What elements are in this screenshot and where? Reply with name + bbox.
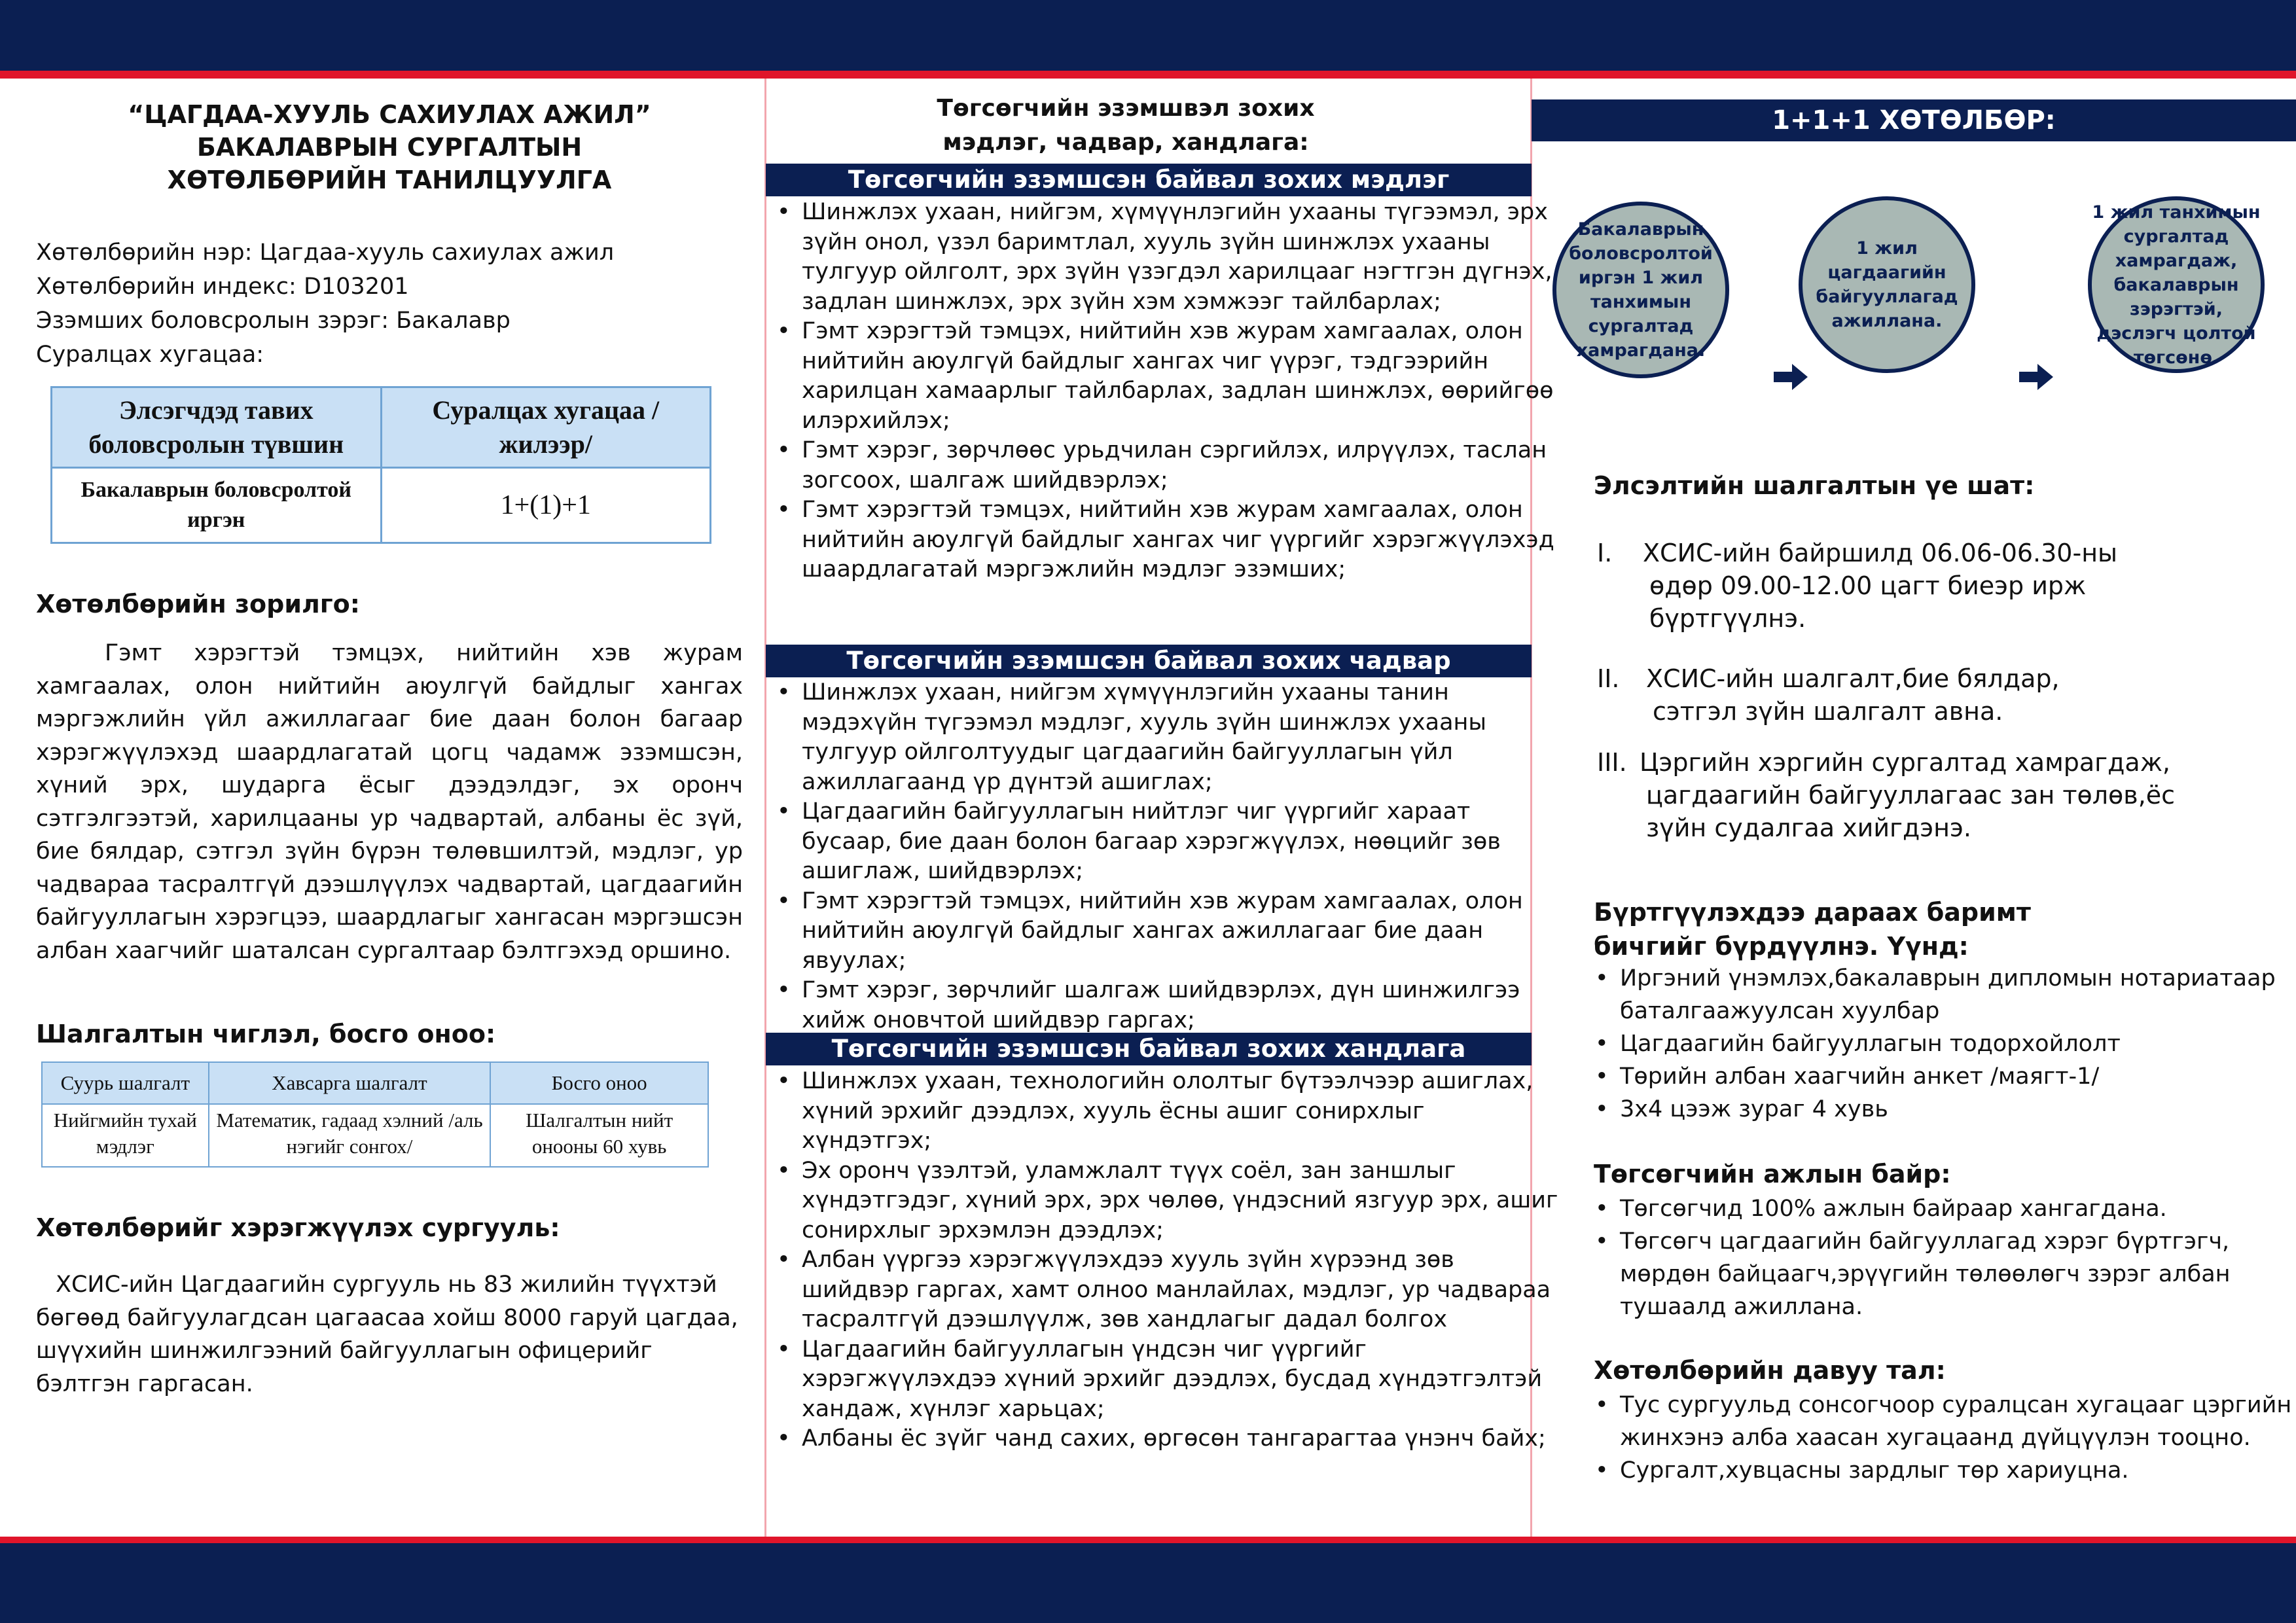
list-item: • Цагдаагийн байгууллагын нийтлэг чиг үүргийг хараат бусаар, бие даан болон багаар хэрэгжүүлэх, нөөцийг зөв ашиглаж, шийдвэрлэх; [802,797,1561,887]
list-item: • Төгсөгчид 100% ажлын байраар хангагдана. [1620,1192,2296,1225]
step-circle [1552,202,1729,378]
goal-heading: Хөтөлбөрийн зорилго: [36,590,360,618]
list-item: • Сургалт,хувцасны зардлыг төр хариуцна. [1620,1454,2296,1487]
list-item: • Эх оронч үзэлтэй, уламжлалт түүх соёл, зан заншлыг хүндэтгэдэг, хүний эрх, эрх чөлөө, үндэсний язгуур эрх, ашиг сонирхлыг эрхэмлэн дээдлэх; [802,1156,1561,1246]
list-item: • Иргэний үнэмлэх,бакалаврын дипломын нотариатаар баталгаажуулсан хуулбар [1620,962,2296,1027]
step-text: Бакалаврын боловсролтой иргэн 1 жил танхимын сургалтад хамрагдана. [1569,219,1713,361]
table-header: Босго оноо [490,1062,708,1104]
knowledge-heading: Төгсөгчийн эзэмшсэн байвал зохих мэдлэг [766,164,1532,196]
list-item: • Албаны ёс зүйг чанд сахих, өргөсөн тангарагтаа үнэнч байх; [802,1424,1561,1454]
knowledge-list [766,198,1561,585]
job-list [1594,1192,2296,1323]
top-red-stripe [0,71,2296,79]
attitude-heading: Төгсөгчийн эзэмшсэн байвал зохих хандлага [766,1033,1532,1065]
list-item: • Гэмт хэрэг, зөрчлөөс урьдчилан сэргийлэх, илрүүлэх, таслан зогсоох, шалгаж шийдвэрлэх; [802,436,1561,495]
skill-list [766,678,1561,1035]
documents-heading: Бүртгүүлэхдээ дараах баримт бичгийг бүрдүүлнэ. Үүнд: [1594,898,2031,961]
list-item: • Гэмт хэрэгтэй тэмцэх, нийтийн хэв журам хамгаалах, олон нийтийн аюулгүй байдлыг хангах чиг үүрэг, тэдгээрийн харилцан хамаарлыг тайлбарлах, задлан шинжлэх, өөрийгөө илэрхийлэх; [802,317,1561,436]
table-cell: Математик, гадаад хэлний /аль нэгийг сонгох/ [209,1104,491,1167]
duration-table [50,386,711,544]
program-name: Хөтөлбөрийн нэр: Цагдаа-хууль сахиулах ажил [36,240,615,266]
list-item: • Тус сургуульд сонсогчоор суралцсан хугацааг цэргийн жинхэнэ алба хаасан хугацаанд дүйцүүлэн тооцно. [1620,1389,2296,1454]
goal-text: Гэмт хэрэгтэй тэмцэх, нийтийн хэв журам хамгаалах, олон нийтийн аюулгүй байдлыг хангах мэргэжлийн үйл ажиллагааг бие даан болон багаар хэрэгжүүлэхэд шаардлагатай цогц чадамж эзэмшсэн, хүний эрх, шударга ёсыг дээдэлдэг, эх оронч сэтгэлгээтэй, харилцааны ур чадвартай, албаны ёс зүй, бие бялдар, сэтгэл зүйн бүрэн төлөвшилтэй, мэдлэг, ур чадвараа тасралтгүй дээшлүүлэх чадвартай, цагдаагийн байгууллагын хэрэгцээ, шаардлагыг хангасан мэргэшсэн албан хаагчийг шаталсан сургалтаар бэлтгэхэд оршино. [36,640,743,964]
advantage-heading: Хөтөлбөрийн давуу тал: [1594,1356,1946,1385]
table-cell: Нийгмийн тухай мэдлэг [42,1104,209,1167]
program-info [36,236,743,372]
program-heading: 1+1+1 ХӨТӨЛБӨР: [1532,99,2296,141]
exam-table [41,1061,709,1168]
attitude-list [766,1067,1561,1454]
table-header: Хавсарга шалгалт [209,1062,491,1104]
school-heading: Хөтөлбөрийг хэрэгжүүлэх сургууль: [36,1213,560,1242]
advantage-list [1594,1389,2296,1487]
degree-level: Эзэмших боловсролын зэрэг: Бакалавр [36,308,511,334]
table-cell: 1+(1)+1 [381,468,711,543]
school-text: ХСИС-ийн Цагдаагийн сургууль нь 83 жилийн түүхтэй бөгөөд байгуулагдсан цагаасаа хойш 8000 гаруй цагдаа, шүүхийн шинжилгээний байгууллагын офицерийг бэлтгэн гаргасан. [36,1272,738,1397]
list-item: • Төрийн албан хаагчийн анкет /маягт-1/ [1620,1060,2296,1093]
study-duration-label: Суралцах хугацаа: [36,342,264,368]
table-cell: Шалгалтын нийт онооны 60 хувь [490,1104,708,1167]
list-item: • Албан үүргээ хэрэгжүүлэхдээ хууль зүйн хүрээнд зөв шийдвэр гаргах, хамт олноо манлайлах, мэдлэг, ур чадвараа тасралтгүй дээшлүүлж, зөв хандлагыг дадал болгох [802,1245,1561,1335]
bottom-band [0,1543,2296,1623]
list-item: • Цагдаагийн байгууллагын үндсэн чиг үүргийг хэрэгжүүлэхдээ хүний эрхийг дээдлэх, бусдад хүндэтгэлтэй хандаж, хүнлэг харьцах; [802,1335,1561,1425]
step-text: 1 жил танхимын сургалтад хамрагдаж, бакалаврын зэрэгтэй, дэслэгч цолтой төгсөнө. [2092,202,2261,368]
competency-title: Төгсөгчийн эзэмшвэл зохих мэдлэг, чадвар, хандлага: [937,95,1315,156]
admission-heading: Элсэлтийн шалгалтын үе шат: [1594,471,2035,500]
list-item: • Гэмт хэрэгтэй тэмцэх, нийтийн хэв журам хамгаалах, олон нийтийн аюулгүй байдлыг хангах чиг үүргийг хэрэгжүүлэхэд шаардлагатай мэргэжлийн мэдлэг эзэмших; [802,495,1561,585]
skill-heading: Төгсөгчийн эзэмшсэн байвал зохих чадвар [766,645,1532,677]
list-item: • Шинжлэх ухаан, нийгэм, хүмүүнлэгийн ухааны түгээмэл, эрх зүйн онол, үзэл баримтлал, хууль зүйн шинжлэх ухааны тулгуур ойлголт, эрх зүйн үзэгдэл харилцааг нэгтгэн дүгнэх, задлан шинжлэх, эрх зүйн хэм хэмжээг тайлбарлах; [802,198,1561,317]
table-header: Элсэгчдэд тавих боловсролын түвшин [52,387,382,468]
exam-heading: Шалгалтын чиглэл, босго оноо: [36,1020,496,1048]
left-panel [36,98,743,1400]
step-circle [2088,196,2265,373]
list-item: • Шинжлэх ухаан, нийгэм хүмүүнлэгийн ухааны танин мэдэхүйн түгээмэл мэдлэг, хууль зүйн шинжлэх ухааны тулгуур ойлголтуудыг цагдаагийн байгууллагын үйл ажиллагаанд үр дүнтэй ашиглах; [802,678,1561,797]
step-circle [1799,196,1975,373]
list-item: • 3х4 цээж зураг 4 хувь [1620,1093,2296,1126]
program-index: Хөтөлбөрийн индекс: D103201 [36,274,409,300]
job-heading: Төгсөгчийн ажлын байр: [1594,1160,1951,1188]
documents-list [1594,962,2296,1126]
list-item: • Шинжлэх ухаан, технологийн ололтыг бүтээлчээр ашиглах, хүний эрхийг дээдлэх, хууль ёсны ашиг сонирхлыг хүндэтгэх; [802,1067,1561,1156]
table-header: Суралцах хугацаа /жилээр/ [381,387,711,468]
table-header: Суурь шалгалт [42,1062,209,1104]
step-text: 1 жил цагдаагийн байгууллагад ажиллана. [1816,238,1958,331]
arrow-right-icon [1774,364,1808,390]
list-item: • Цагдаагийн байгууллагын тодорхойлолт [1620,1027,2296,1060]
list-item: • Гэмт хэрэгтэй тэмцэх, нийтийн хэв журам хамгаалах, олон нийтийн аюулгүй байдлыг хангах ажиллагааг бие даан явуулах; [802,887,1561,976]
list-item: • Төгсөгч цагдаагийн байгууллагад хэрэг бүртгэгч, мөрдөн байцаагч,эрүүгийн төлөөлөгч зэрэг албан тушаалд ажиллана. [1620,1225,2296,1323]
table-cell: Бакалаврын боловсролтой иргэн [52,468,382,543]
list-item: • Гэмт хэрэг, зөрчлийг шалгаж шийдвэрлэх, дүн шинжилгээ хийж оновчтой шийдвэр гаргах; [802,976,1561,1035]
document-title: “ЦАГДАА-ХУУЛЬ САХИУЛАХ АЖИЛ” БАКАЛАВРЫН СУРГАЛТЫН ХӨТӨЛБӨРИЙН ТАНИЛЦУУЛГА [128,100,651,194]
top-band [0,0,2296,72]
arrow-right-icon [2019,364,2053,390]
